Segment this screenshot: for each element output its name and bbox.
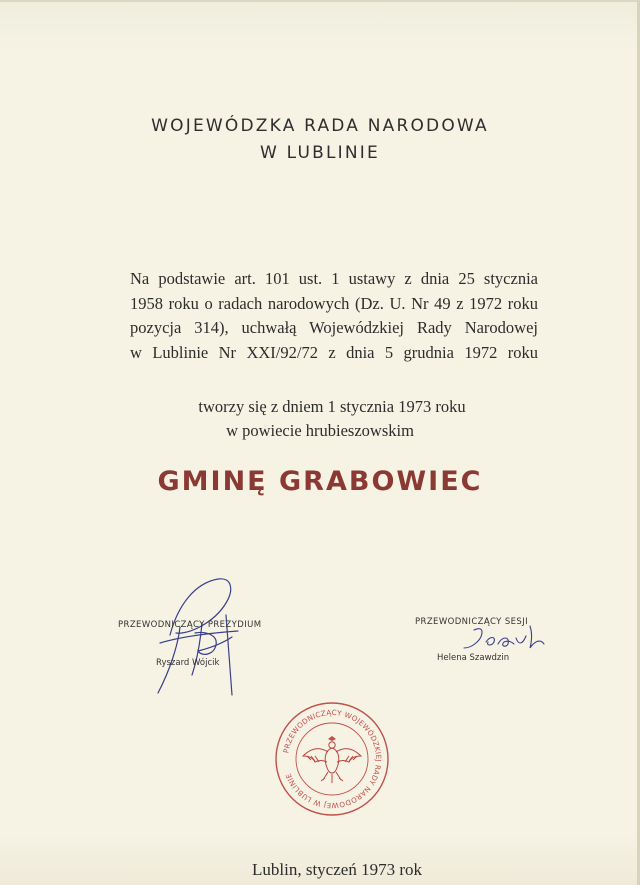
left-signature-name: Ryszard Wójcik xyxy=(156,658,220,668)
official-seal-stamp xyxy=(273,700,391,818)
svg-text:PRZEWODNICZĄCY WOJEWÓDZKIEJ RA: PRZEWODNICZĄCY WOJEWÓDZKIEJ RADY NARODOWEJ W LUBLINIE xyxy=(281,707,384,811)
place-date-footer: Lublin, styczeń 1973 rok xyxy=(252,860,422,879)
right-signature-name: Helena Szawdzin xyxy=(437,653,510,663)
page-edge-top xyxy=(0,0,640,2)
body-line: Na podstawie art. 101 ust. 1 ustawy z dnia 25 stycznia xyxy=(130,269,538,288)
right-signature-label: PRZEWODNICZĄCY SESJI xyxy=(415,617,529,627)
right-signature-scribble xyxy=(460,622,550,656)
eagle-emblem-icon xyxy=(303,736,361,783)
creation-date-line: tworzy się z dniem 1 stycznia 1973 roku xyxy=(198,397,466,416)
body-line: pozycja 314), uchwałą Wojewódzkiej Rady Narodowej xyxy=(130,318,538,337)
header-line-2: W LUBLINIE xyxy=(260,143,380,163)
body-line: 1958 roku o radach narodowych (Dz. U. Nr 49 z 1972 roku xyxy=(130,293,538,313)
header-line-1: WOJEWÓDZKA RADA NARODOWA xyxy=(151,116,489,136)
body-line: w Lublinie Nr XXI/92/72 z dnia 5 grudnia 1972 roku xyxy=(130,342,538,362)
district-line: w powiecie hrubieszowskim xyxy=(226,421,414,440)
body-paragraph xyxy=(130,267,538,365)
document-title: GMINĘ GRABOWIEC xyxy=(157,466,483,497)
left-signature-label: PRZEWODNICZĄCY PREZYDIUM xyxy=(118,620,262,630)
left-signature-scribble xyxy=(140,575,250,700)
